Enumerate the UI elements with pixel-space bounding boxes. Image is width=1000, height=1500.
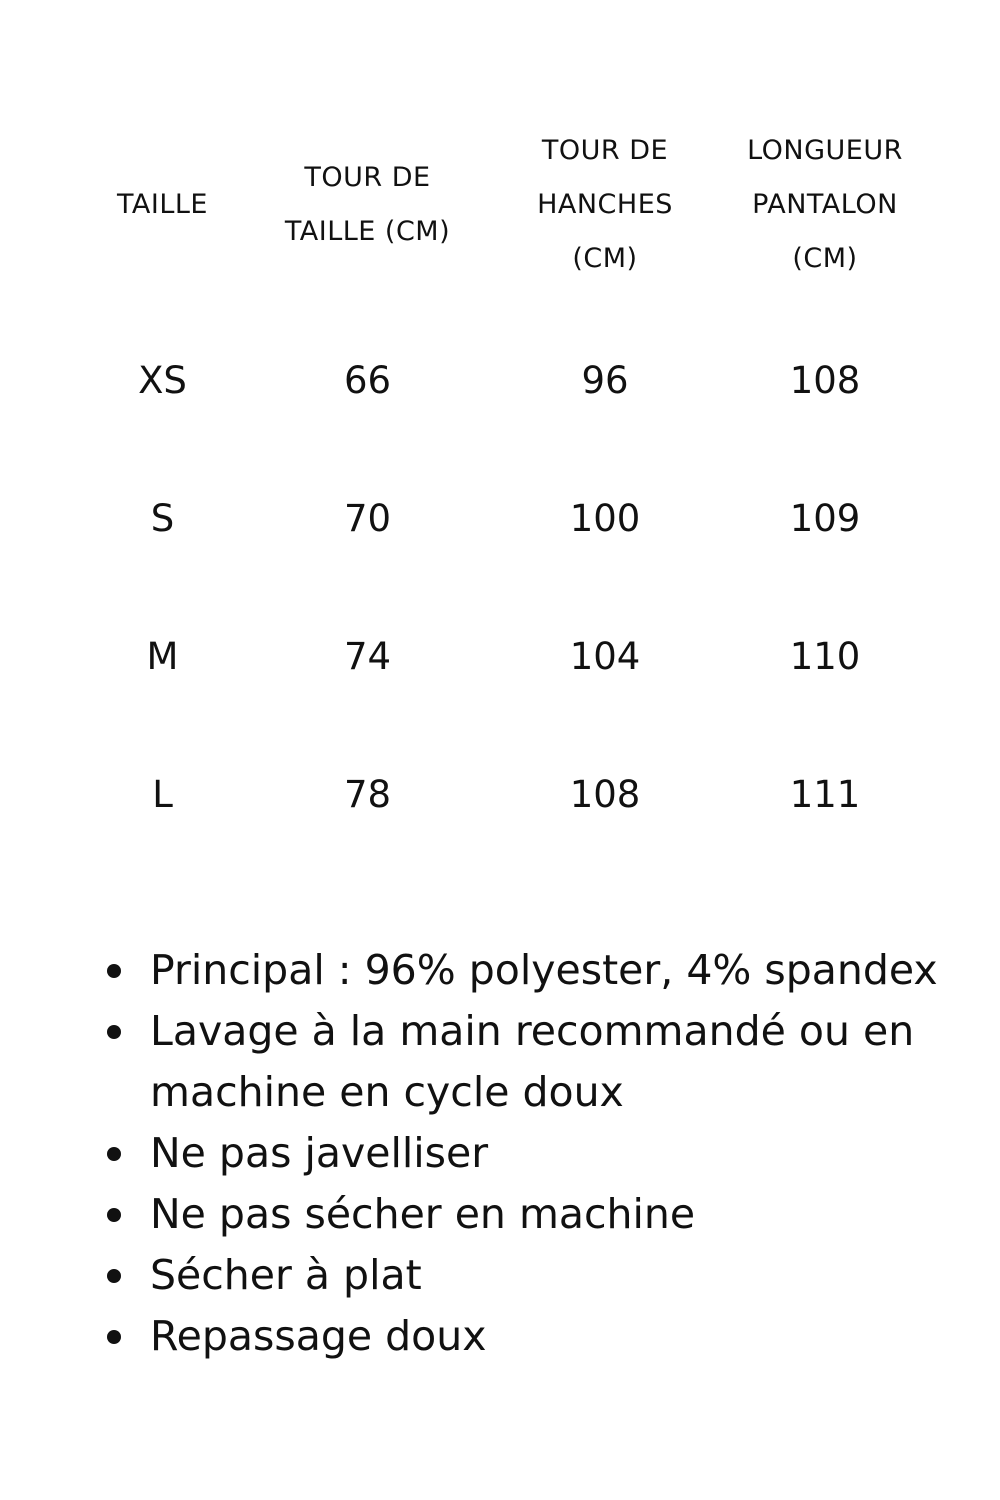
cell-waist: 70 bbox=[343, 496, 392, 540]
cell-length: 108 bbox=[789, 358, 861, 402]
table-row bbox=[60, 311, 940, 449]
cell-size: XS bbox=[138, 358, 187, 402]
cell-size: S bbox=[150, 496, 175, 540]
cell-length: 109 bbox=[789, 496, 861, 540]
care-item-text: Ne pas sécher en machine bbox=[150, 1190, 696, 1238]
list-item bbox=[105, 1306, 965, 1367]
care-item-text: Lavage à la main recommandé ou en machine en cycle doux bbox=[150, 1007, 915, 1116]
care-item-text: Sécher à plat bbox=[150, 1251, 422, 1299]
table-row bbox=[60, 449, 940, 587]
cell-length: 110 bbox=[789, 634, 861, 678]
care-item-text: Principal : 96% polyester, 4% spandex bbox=[150, 946, 938, 994]
table-row bbox=[60, 725, 940, 863]
bullet-dot-icon bbox=[107, 964, 121, 978]
list-item bbox=[105, 1123, 965, 1184]
care-item-text: Repassage doux bbox=[150, 1312, 487, 1360]
size-chart-table bbox=[60, 125, 940, 816]
cell-size: L bbox=[152, 772, 173, 816]
bullet-dot-icon bbox=[107, 1269, 121, 1283]
list-item bbox=[105, 1001, 965, 1123]
header-tour-de-hanches: TOUR DE HANCHES (CM) bbox=[537, 135, 673, 274]
cell-waist: 66 bbox=[343, 358, 392, 402]
cell-waist: 74 bbox=[343, 634, 392, 678]
header-longueur-pantalon: LONGUEUR PANTALON (CM) bbox=[747, 135, 903, 274]
bullet-dot-icon bbox=[107, 1208, 121, 1222]
list-item bbox=[105, 1245, 965, 1306]
bullet-dot-icon bbox=[107, 1330, 121, 1344]
care-instructions-list bbox=[105, 940, 965, 1367]
bullet-dot-icon bbox=[107, 1025, 121, 1039]
cell-size: M bbox=[146, 634, 179, 678]
cell-hips: 108 bbox=[569, 772, 641, 816]
list-item bbox=[105, 940, 965, 1001]
care-item-text: Ne pas javelliser bbox=[150, 1129, 489, 1177]
header-taille: TAILLE bbox=[117, 189, 208, 220]
cell-waist: 78 bbox=[343, 772, 392, 816]
table-header-row bbox=[60, 125, 940, 285]
bullet-dot-icon bbox=[107, 1147, 121, 1161]
cell-length: 111 bbox=[789, 772, 861, 816]
table-row bbox=[60, 587, 940, 725]
table-body bbox=[60, 311, 940, 863]
header-tour-de-taille: TOUR DE TAILLE (CM) bbox=[284, 162, 451, 247]
cell-hips: 100 bbox=[569, 496, 641, 540]
cell-hips: 104 bbox=[569, 634, 641, 678]
cell-hips: 96 bbox=[581, 358, 629, 402]
list-item bbox=[105, 1184, 965, 1245]
